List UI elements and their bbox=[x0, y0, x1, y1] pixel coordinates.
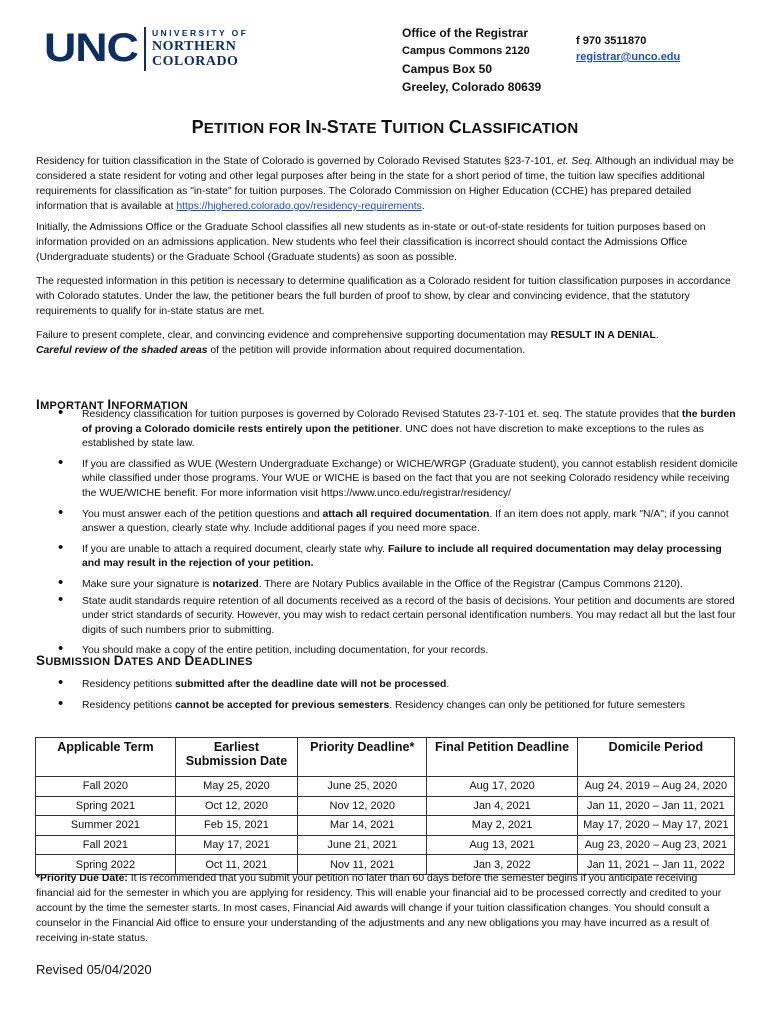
submission-list bbox=[58, 678, 738, 719]
cell: Oct 11, 2021 bbox=[175, 855, 297, 875]
list-item: • Residency classification for tuition purposes is governed by Colorado Revised Statutes 23-7-101 et. seq. The statute provides that the burden of proving a Colorado domicile rests entirely upon the petitioner. UNC does not have discretion to make exceptions to the rules as established by state law. bbox=[58, 408, 738, 452]
office-box: Campus Box 50 bbox=[402, 62, 493, 76]
cell: Jan 11, 2020 – Jan 11, 2021 bbox=[577, 796, 734, 816]
logo-name-line2: COLORADO bbox=[152, 54, 239, 69]
logo-name-line1: NORTHERN bbox=[152, 39, 237, 54]
residency-requirements-link[interactable]: https://highered.colorado.gov/residency-requirements bbox=[176, 201, 422, 212]
cell: Feb 15, 2021 bbox=[175, 816, 297, 836]
email-link[interactable]: registrar@unco.edu bbox=[576, 51, 681, 63]
table-header-row bbox=[36, 738, 735, 777]
office-address bbox=[402, 24, 541, 96]
office-contact bbox=[576, 33, 680, 65]
cell: Summer 2021 bbox=[36, 816, 176, 836]
logo-university-text: UNIVERSITY OF bbox=[152, 28, 249, 38]
cell: May 17, 2021 bbox=[175, 835, 297, 855]
office-city: Greeley, Colorado 80639 bbox=[402, 80, 542, 94]
col-domicile-period: Domicile Period bbox=[577, 738, 734, 777]
cell: Oct 12, 2020 bbox=[175, 796, 297, 816]
cell: Nov 12, 2020 bbox=[298, 796, 427, 816]
list-item: • State audit standards require retention of all documents received as a record of the basis of decisions. Your petition and documents are stored under strict standards of security. However, you may wish to redact certain personal identification numbers. You may redact all but the last four digits of such numbers prior to submitting. bbox=[58, 595, 738, 639]
table-row bbox=[36, 835, 735, 855]
cell: Nov 11, 2021 bbox=[298, 855, 427, 875]
list-item: • If you are unable to attach a required document, clearly state why. Failure to include all required documentation may delay processing and may result in the rejection of your petition. bbox=[58, 543, 738, 572]
list-item: • Residency petitions submitted after the deadline date will not be processed. bbox=[58, 678, 738, 693]
table-row bbox=[36, 796, 735, 816]
cell: Aug 17, 2020 bbox=[427, 777, 577, 797]
table-row bbox=[36, 816, 735, 836]
priority-due-note: *Priority Due Date: It is recommended that you submit your petition no later than 60 days before the semester begins if you anticipate receiving financial aid for the semester in which you are applying for residency. This will enable your financial aid to be processed correctly and credited to your account by the time the semester starts. In most cases, Financial Aid awards will change if your tuition classification changes. You should consult a counselor in the Financial Aid office to ensure your understanding of the adjustments and any new obligations you may have incurred as a result of receiving in-state status. bbox=[36, 873, 722, 944]
list-item: • You must answer each of the petition questions and attach all required documentation. If an item does not apply, mark "N/A"; if you cannot answer a question, clearly state why. Include additional pages if you need more space. bbox=[58, 508, 738, 537]
cell: Aug 23, 2020 – Aug 23, 2021 bbox=[577, 835, 734, 855]
important-info-heading: IMPORTANT INFORMATION bbox=[36, 397, 189, 412]
important-info-list bbox=[58, 408, 738, 665]
cell: Jan 11, 2021 – Jan 11, 2022 bbox=[577, 855, 734, 875]
fax-number: f 970 3511870 bbox=[576, 35, 647, 47]
cell: Fall 2020 bbox=[36, 777, 176, 797]
page-title: PETITION FOR IN-STATE TUITION CLASSIFICATION bbox=[191, 117, 579, 137]
cell: Spring 2021 bbox=[36, 796, 176, 816]
intro-paragraph-2: Initially, the Admissions Office or the Graduate School classifies all new students as in-state or out-of-state residents for tuition purposes based on information provided on an admissions application. New students who feel their classification is incorrect should contact the Admissions Office (Undergraduate students) or the Graduate School (Graduate students) as soon as possible. bbox=[36, 222, 706, 263]
table-row bbox=[36, 777, 735, 797]
cell: Mar 14, 2021 bbox=[298, 816, 427, 836]
unc-logo-mark: UNC bbox=[44, 26, 138, 70]
cell: Fall 2021 bbox=[36, 835, 176, 855]
intro-paragraph-3: The requested information in this petition is necessary to determine qualification as a Colorado resident for tuition classification purposes in accordance with Colorado statutes. Under the law, the petitioner bears the full burden of proof to show, by clear and convincing evidence, that the statutory requirements to qualify for in-state status are met. bbox=[36, 276, 731, 317]
cell: May 25, 2020 bbox=[175, 777, 297, 797]
submission-heading: SUBMISSION DATES AND DEADLINES bbox=[36, 653, 253, 668]
cell: June 21, 2021 bbox=[298, 835, 427, 855]
office-title: Office of the Registrar bbox=[402, 26, 529, 40]
office-building: Campus Commons 2120 bbox=[402, 45, 530, 57]
col-earliest-submission: Earliest Submission Date bbox=[175, 738, 297, 777]
deadlines-table bbox=[35, 737, 735, 875]
intro-paragraph-1: Residency for tuition classification in the State of Colorado is governed by Colorado Revised Statutes §23-7-101, et. Seq. Although an individual may be considered a state resident for voting and other legal purposes after being in the state for a short period of time, the tuition law specifies additional requirements for classification as "in-state" for tuition purposes. The Colorado Commission on Higher Education (CCHE) has prepared detailed information that is available at https://highered.colorado.gov/residency-requirements. bbox=[36, 156, 734, 212]
cell: Aug 24, 2019 – Aug 24, 2020 bbox=[577, 777, 734, 797]
col-applicable-term: Applicable Term bbox=[36, 738, 176, 777]
logo-divider bbox=[144, 27, 146, 71]
cell: Jan 4, 2021 bbox=[427, 796, 577, 816]
cell: May 17, 2020 – May 17, 2021 bbox=[577, 816, 734, 836]
list-item: • Residency petitions cannot be accepted for previous semesters. Residency changes can only be petitioned for future semesters bbox=[58, 699, 738, 714]
cell: Jan 3, 2022 bbox=[427, 855, 577, 875]
list-item: • You should make a copy of the entire petition, including documentation, for your records. bbox=[58, 644, 738, 659]
list-item: • Make sure your signature is notarized. There are Notary Publics available in the Office of the Registrar (Campus Commons 2120). bbox=[58, 578, 738, 593]
cell: Aug 13, 2021 bbox=[427, 835, 577, 855]
logo-school-name bbox=[152, 39, 238, 69]
revised-date: Revised 05/04/2020 bbox=[36, 962, 152, 977]
list-item: • If you are classified as WUE (Western Undergraduate Exchange) or WICHE/WRGP (Graduate student), you cannot establish resident domicile while classified under those programs. Your WUE or WICHE is based on the fact that you are not seeking Colorado residency while receiving the WUE/WICHE benefit. For more information visit https://www.unco.edu/registrar/residency/ bbox=[58, 458, 738, 502]
cell: Spring 2022 bbox=[36, 855, 176, 875]
intro-paragraph-4: Failure to present complete, clear, and convincing evidence and comprehensive supporting documentation may RESULT IN A DENIAL. Careful review of the shaded areas of the petition will provide information about required documentation. bbox=[36, 330, 659, 356]
col-priority-deadline: Priority Deadline* bbox=[298, 738, 427, 777]
col-final-deadline: Final Petition Deadline bbox=[427, 738, 577, 777]
cell: May 2, 2021 bbox=[427, 816, 577, 836]
cell: June 25, 2020 bbox=[298, 777, 427, 797]
